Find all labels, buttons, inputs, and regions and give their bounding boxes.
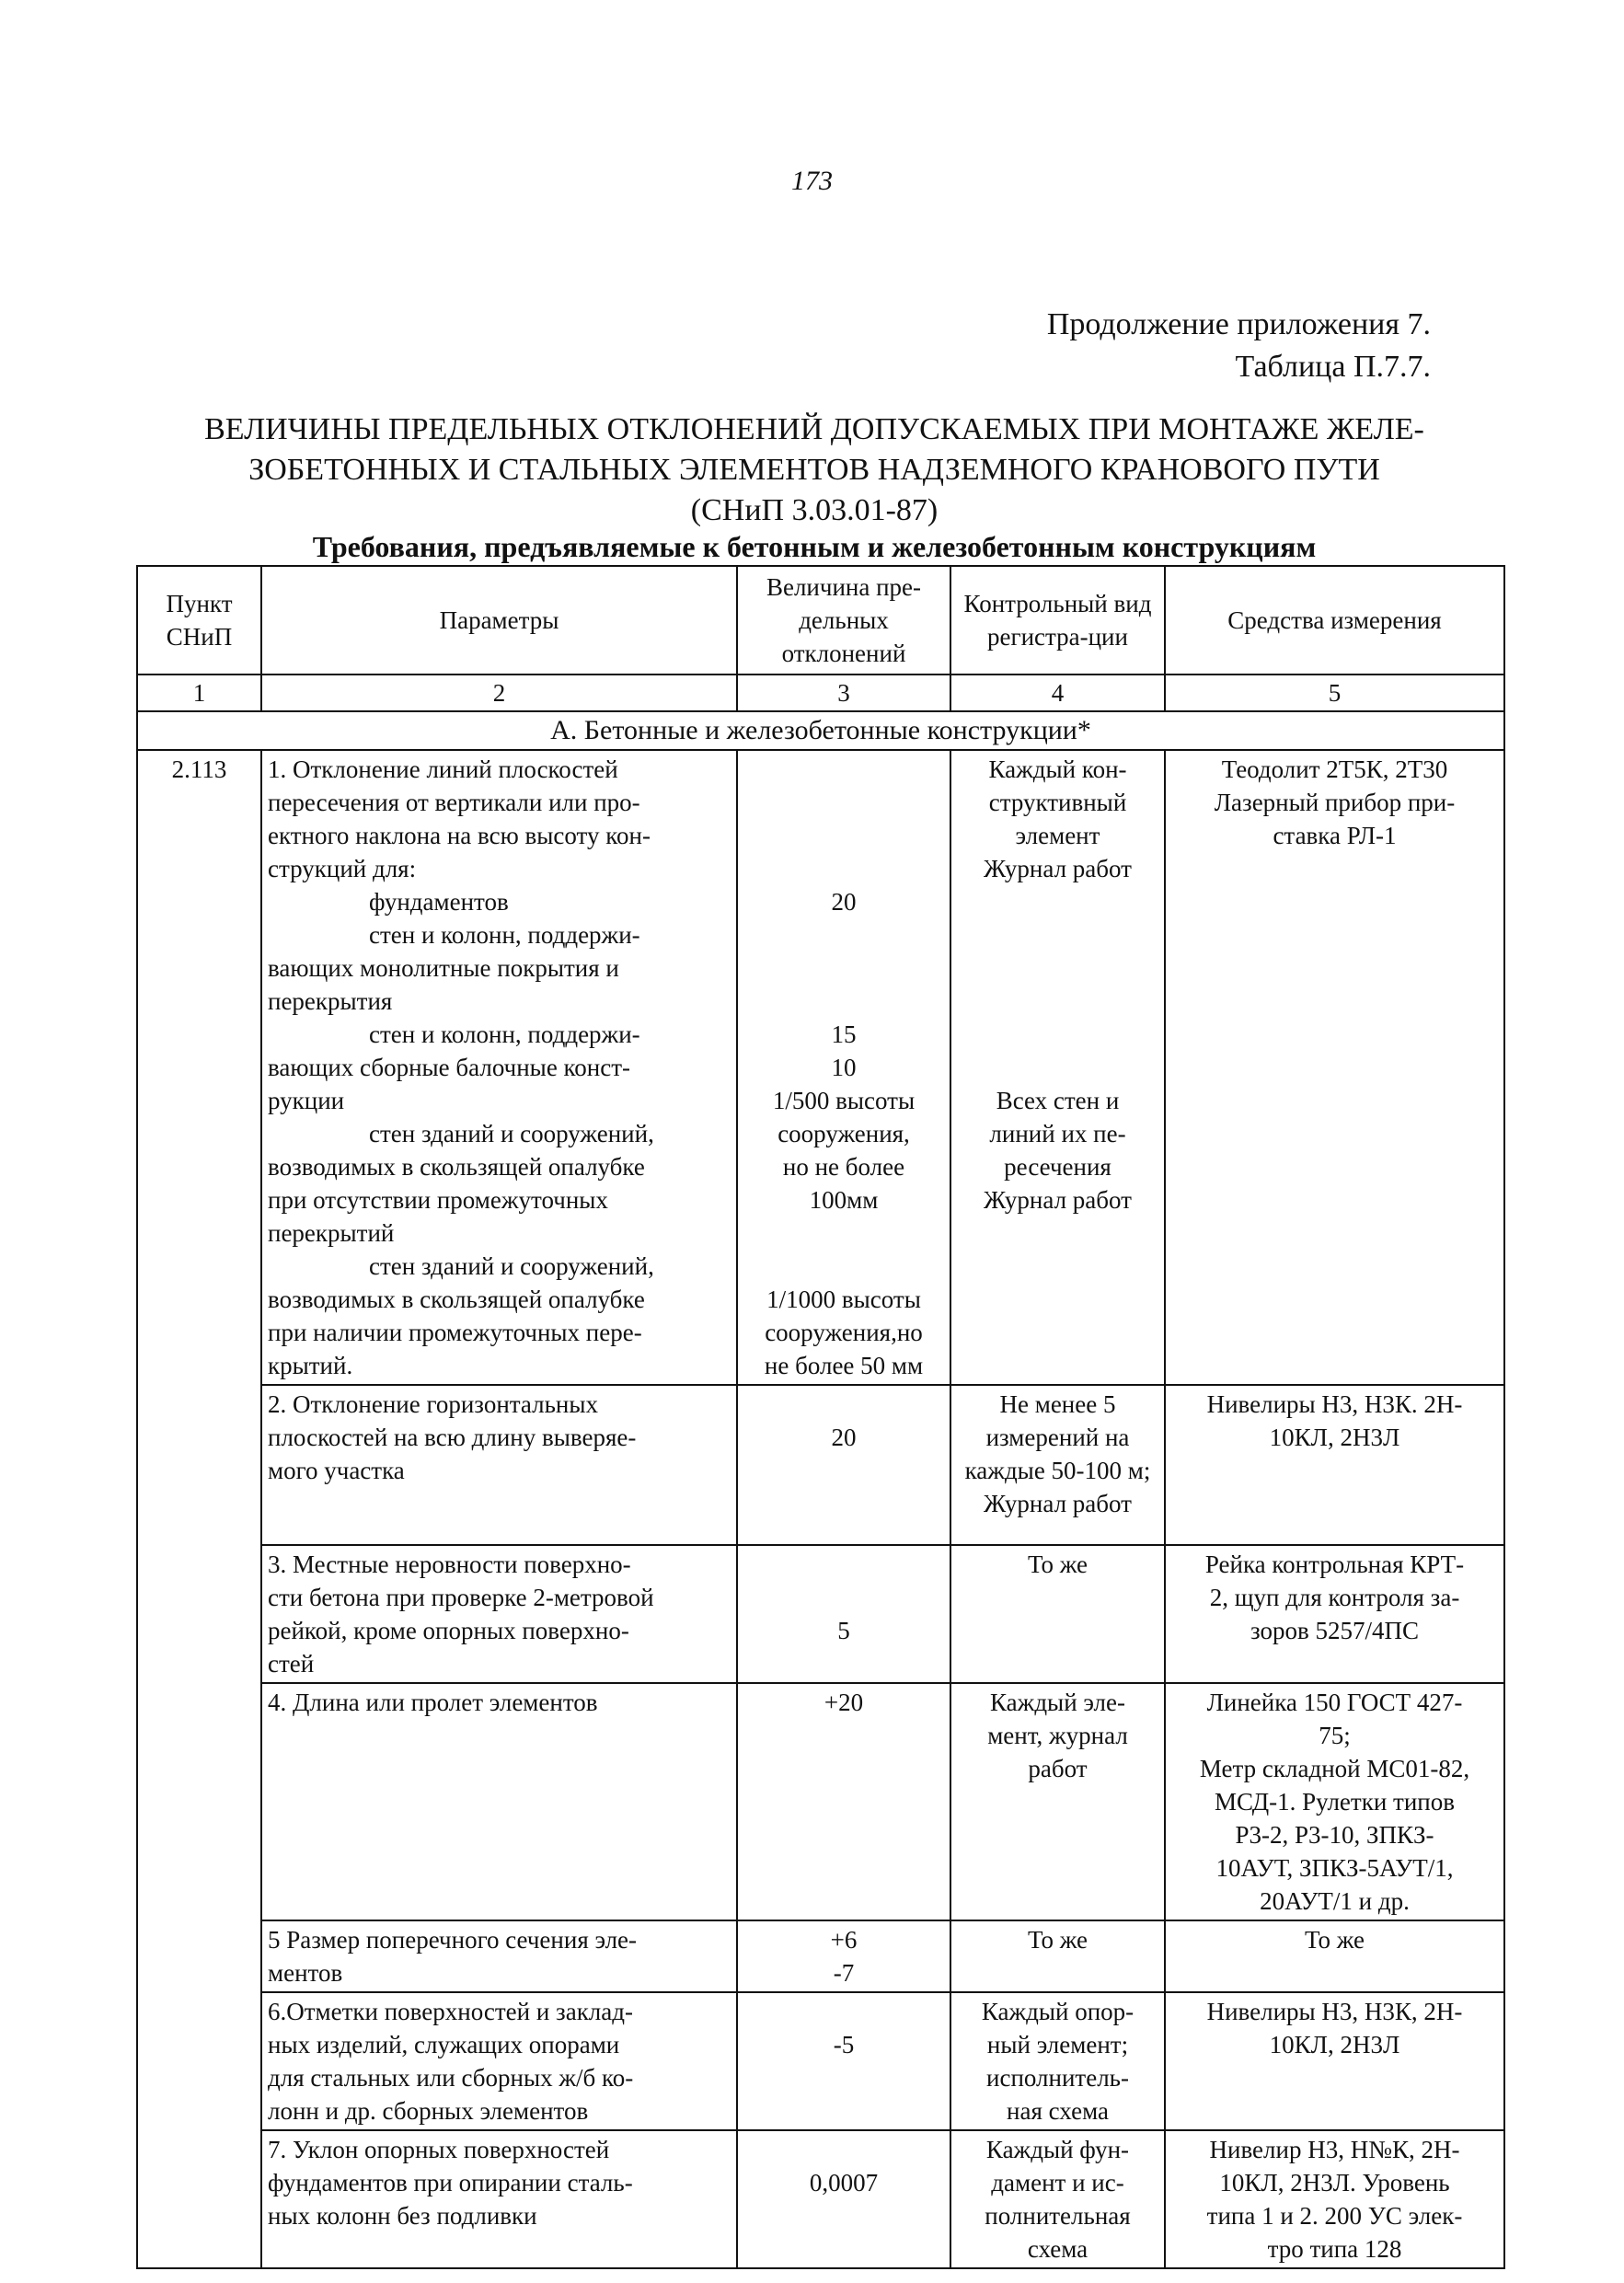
deviation-cell: 20 15 10 1/500 высоты сооружения, но не более 100мм 1/1000 высоты сооружения,но не более 50 мм — [737, 750, 950, 1385]
parameter-cell: 7. Уклон опорных поверхностей фундаментов при опирании сталь- ных колонн без подливки — [261, 2130, 737, 2268]
deviation-cell: -5 — [737, 1992, 950, 2130]
document-title — [138, 409, 1491, 531]
page-number: 173 — [791, 166, 833, 196]
continuation-line: Продолжение приложения 7. — [1046, 307, 1431, 341]
header-punkt: Пункт СНиП — [137, 566, 261, 675]
instruments-cell: Нивелиры Н3, Н3К. 2Н- 10КЛ, 2Н3Л — [1165, 1385, 1504, 1545]
table-row — [137, 2130, 1504, 2268]
table-row — [137, 1545, 1504, 1683]
control-cell: Не менее 5 измерений на каждые 50-100 м; Журнал работ — [950, 1385, 1165, 1545]
parameter-cell: 4. Длина или пролет элементов — [261, 1683, 737, 1920]
title-line: (СНиП 3.03.01-87) — [690, 493, 939, 527]
table-reference: Таблица П.7.7. — [1235, 350, 1431, 384]
continuation-note — [1047, 304, 1431, 388]
instruments-cell: Теодолит 2Т5К, 2Т30 Лазерный прибор при- ставка РЛ-1 — [1165, 750, 1504, 1385]
table-row — [137, 1385, 1504, 1545]
table-row — [137, 1683, 1504, 1920]
parameter-cell: 1. Отклонение линий плоскостей пересечения от вертикали или про- ектного наклона на всю высоту кон- струкций для: фундаментов стен и колонн, поддержи- вающих монолитные покрытия и перекрытия стен и колонн, поддержи- вающих сборные балочные конст- рукции стен зданий и сооружений, возводимых в скользящей опалубке при отсутствии промежуточных перекрытий стен зданий и сооружений, возводимых в скользящей опалубке при наличии промежуточных пере- крытий. — [261, 750, 737, 1385]
table-row — [137, 1992, 1504, 2130]
control-cell: Каждый эле- мент, журнал работ — [950, 1683, 1165, 1920]
deviation-cell: 0,0007 — [737, 2130, 950, 2268]
parameter-cell: 6.Отметки поверхностей и заклад- ных изделий, служащих опорами для стальных или сборных ж/б ко- лонн и др. сборных элементов — [261, 1992, 737, 2130]
column-number: 3 — [737, 675, 950, 711]
instruments-cell: Нивелир Н3, Н№К, 2Н- 10КЛ, 2Н3Л. Уровень типа 1 и 2. 200 УС элек- тро типа 128 — [1165, 2130, 1504, 2268]
deviation-cell: +6 -7 — [737, 1920, 950, 1992]
column-number-row — [137, 675, 1504, 711]
instruments-cell: Нивелиры Н3, Н3К, 2Н- 10КЛ, 2Н3Л — [1165, 1992, 1504, 2130]
control-cell: Каждый кон- структивный элемент Журнал работ Всех стен и линий их пе- ресечения Журнал работ — [950, 750, 1165, 1385]
instruments-cell: То же — [1165, 1920, 1504, 1992]
instruments-cell: Рейка контрольная КРТ- 2, щуп для контроля за- зоров 5257/4ПС — [1165, 1545, 1504, 1683]
title-line: ЗОБЕТОННЫХ И СТАЛЬНЫХ ЭЛЕМЕНТОВ НАДЗЕМНОГО КРАНОВОГО ПУТИ — [248, 453, 1380, 487]
column-number: 2 — [261, 675, 737, 711]
deviations-table — [136, 565, 1505, 2269]
section-row — [137, 711, 1504, 750]
parameter-cell: 3. Местные неровности поверхно- сти бетона при проверке 2-метровой рейкой, кроме опорных поверхно- стей — [261, 1545, 737, 1683]
header-row — [137, 566, 1504, 675]
deviation-cell: 5 — [737, 1545, 950, 1683]
table-row — [137, 1920, 1504, 1992]
header-deviation: Величина пре-дельных отклонений — [737, 566, 950, 675]
parameter-cell: 2. Отклонение горизонтальных плоскостей на всю длину выверяе- мого участка — [261, 1385, 737, 1545]
column-number: 1 — [137, 675, 261, 711]
punkt-cell: 2.113 — [137, 750, 261, 2268]
deviation-cell: 20 — [737, 1385, 950, 1545]
control-cell: То же — [950, 1920, 1165, 1992]
title-line: ВЕЛИЧИНЫ ПРЕДЕЛЬНЫХ ОТКЛОНЕНИЙ ДОПУСКАЕМЫХ ПРИ МОНТАЖЕ ЖЕЛЕ- — [204, 412, 1424, 446]
section-heading: А. Бетонные и железобетонные конструкции* — [137, 711, 1504, 750]
column-number: 4 — [950, 675, 1165, 711]
deviation-cell: +20 — [737, 1683, 950, 1920]
table-row — [137, 750, 1504, 1385]
instruments-cell: Линейка 150 ГОСТ 427- 75; Метр складной МС01-82, МСД-1. Рулетки типов Р3-2, Р3-10, ЗПКЗ- 10АУТ, ЗПКЗ-5АУТ/1, 20АУТ/1 и др. — [1165, 1683, 1504, 1920]
control-cell: То же — [950, 1545, 1165, 1683]
control-cell: Каждый фун- дамент и ис- полнительная схема — [950, 2130, 1165, 2268]
table-subtitle: Требования, предъявляемые к бетонным и железобетонным конструкциям — [312, 530, 1317, 563]
column-number: 5 — [1165, 675, 1504, 711]
control-cell: Каждый опор- ный элемент; исполнитель- ная схема — [950, 1992, 1165, 2130]
parameter-cell: 5 Размер поперечного сечения эле- ментов — [261, 1920, 737, 1992]
header-parameters: Параметры — [261, 566, 737, 675]
header-instruments: Средства измерения — [1165, 566, 1504, 675]
header-control: Контрольный вид регистра-ции — [950, 566, 1165, 675]
